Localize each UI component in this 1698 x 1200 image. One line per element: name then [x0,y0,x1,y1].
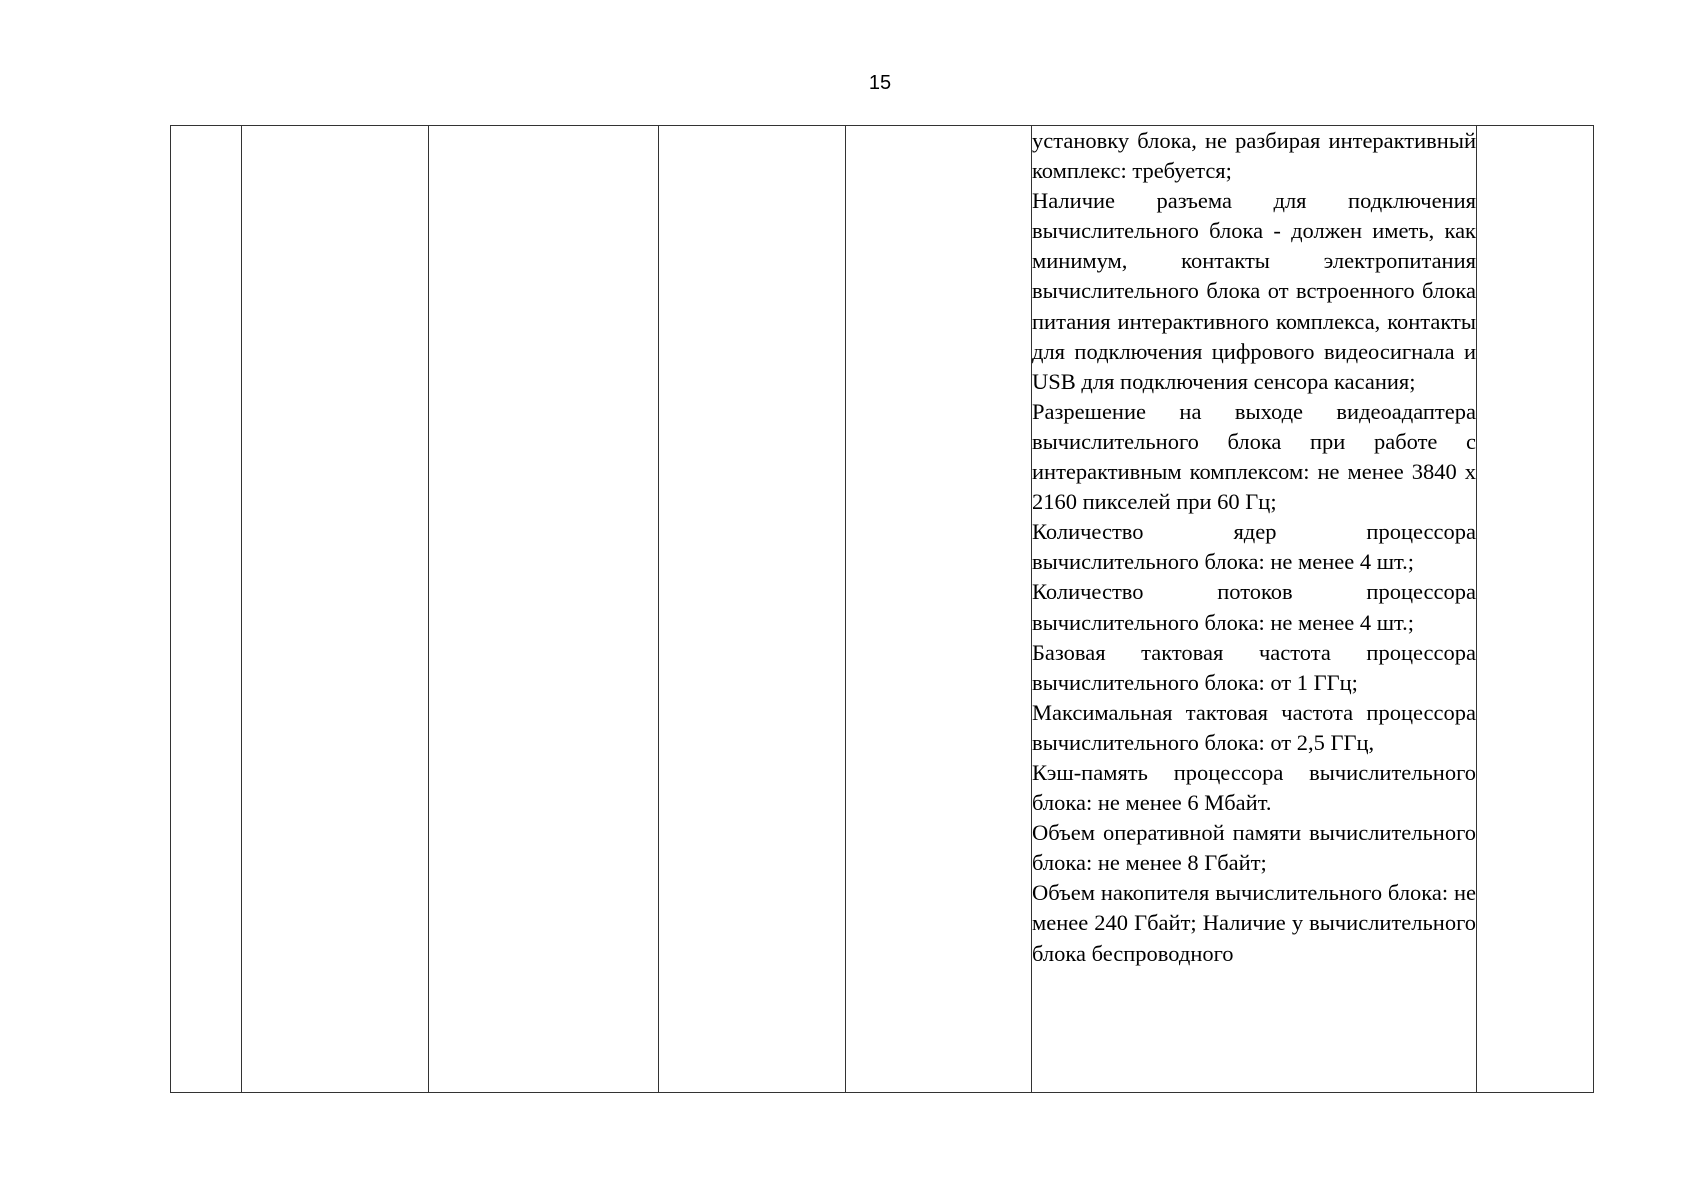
spec-line: Кэш-память процессора вычислительного блока: не менее 6 Мбайт. [1032,759,1476,816]
spec-line: Максимальная тактовая частота процессора вычислительного блока: от 2,5 ГГц, [1032,699,1476,755]
spec-line: Объем накопителя вычислительного блока: не менее 240 Гбайт; Наличие у вычислительного блока беспроводного [1032,880,1476,966]
spec-line: Количество потоков процессора вычислительного блока: не менее 4 шт.; [1032,579,1476,635]
spec-line: Разрешение на выходе видеоадаптера вычислительного блока при работе с интерактивным комплексом: не менее 3840 х 2160 пикселей при 60 Гц; [1032,398,1476,515]
spec-table [170,125,1594,1093]
table-row [171,126,1594,1093]
empty-cell-4 [659,126,846,1093]
spec-line: Количество ядер процессора вычислительного блока: не менее 4 шт.; [1032,519,1476,575]
spec-line: установку блока, не разбирая интерактивный комплекс: требуется; [1032,128,1476,184]
empty-cell-2 [242,126,429,1093]
empty-cell-1 [171,126,242,1093]
empty-cell-7 [1477,126,1594,1093]
empty-cell-3 [429,126,659,1093]
empty-cell-5 [846,126,1032,1093]
spec-line: Базовая тактовая частота процессора вычислительного блока: от 1 ГГц; [1032,639,1476,695]
page-number: 15 [868,72,892,94]
specification-cell [1032,126,1477,1093]
spec-line: Объем оперативной памяти вычислительного блока: не менее 8 Гбайт; [1032,820,1476,876]
spec-line: Наличие разъема для подключения вычислительного блока - должен иметь, как минимум, контакты электропитания вычислительного блока от встроенного блока питания интерактивного комплекса, контакты для подключения цифрового видеосигнала и USB для подключения сенсора касания; [1032,188,1476,394]
